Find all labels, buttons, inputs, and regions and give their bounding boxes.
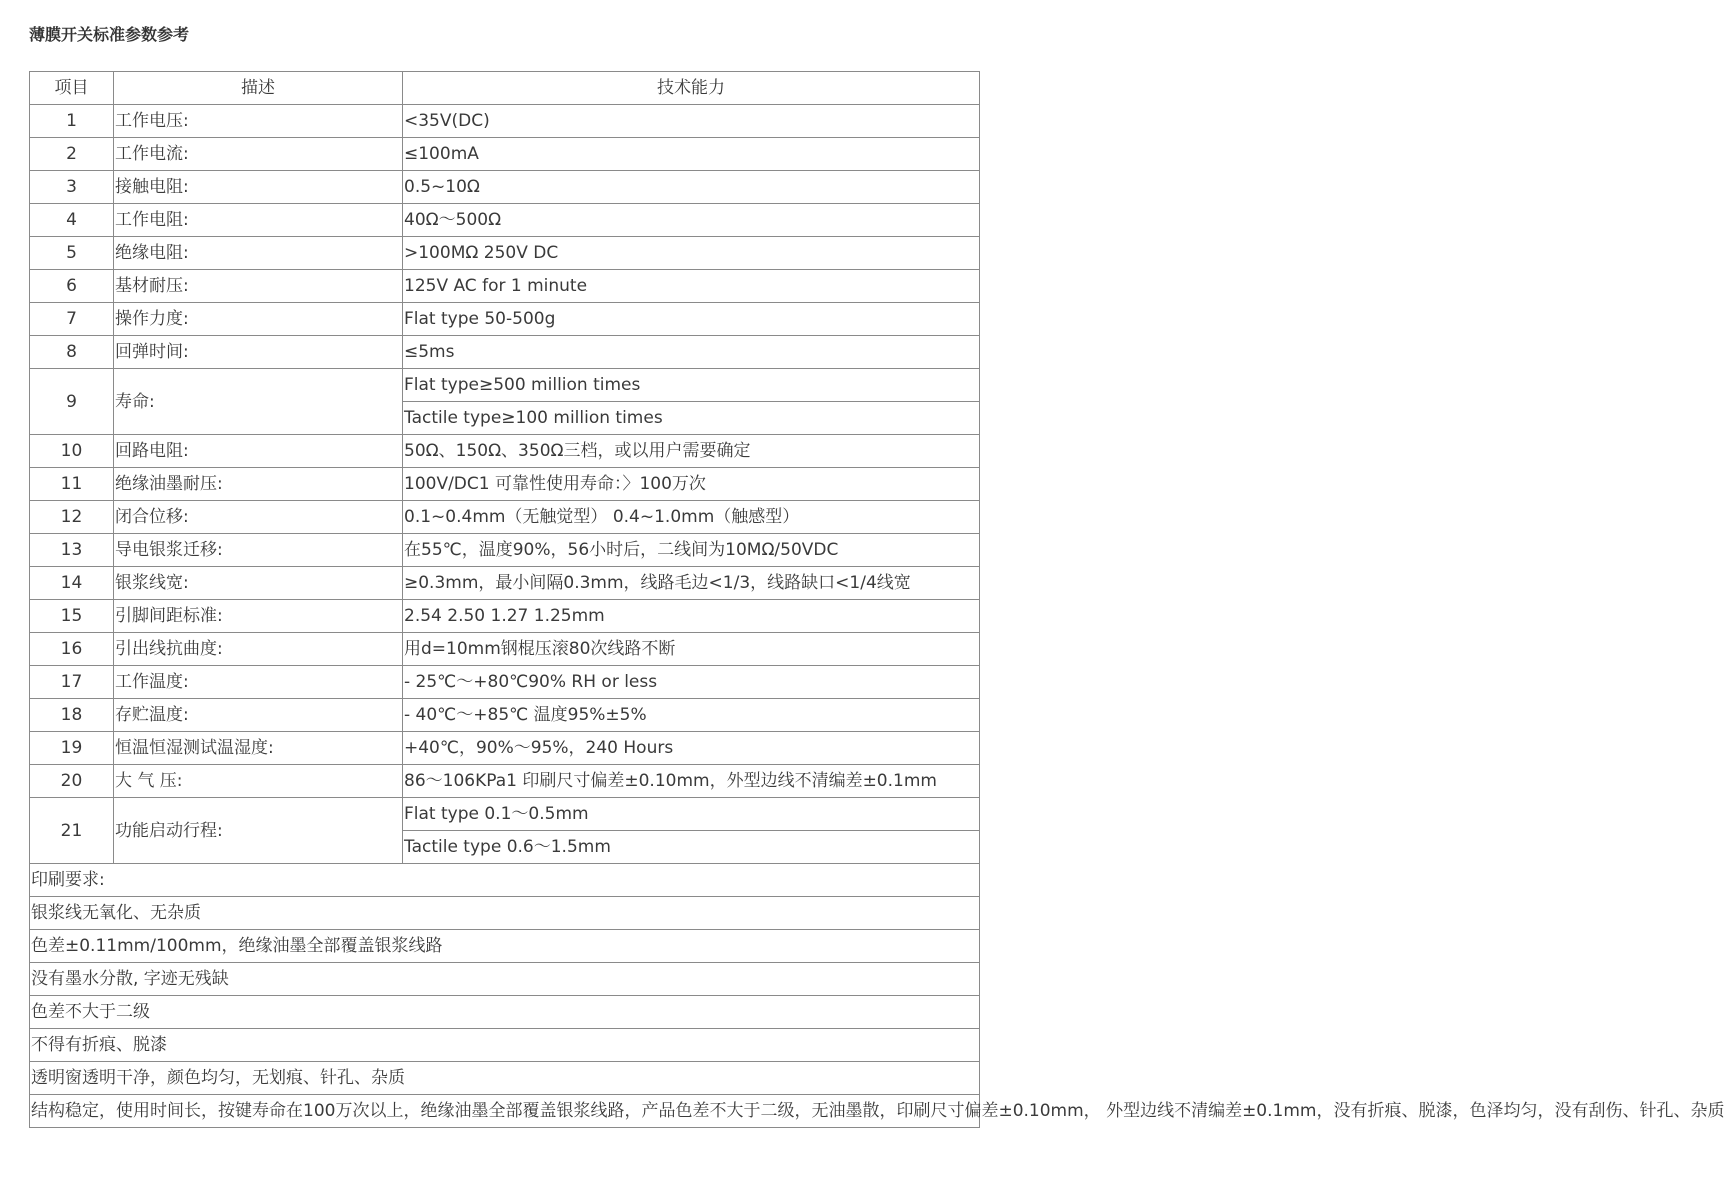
row-description: 绝缘油墨耐压: xyxy=(114,468,403,501)
row-number: 8 xyxy=(30,336,114,369)
row-number: 1 xyxy=(30,105,114,138)
row-description: 功能启动行程: xyxy=(114,798,403,864)
row-capability: 125V AC for 1 minute xyxy=(403,270,980,303)
row-number: 6 xyxy=(30,270,114,303)
spec-table-body xyxy=(30,105,1724,1128)
row-description: 操作力度: xyxy=(114,303,403,336)
note-text: 结构稳定，使用时间长，按键寿命在100万次以上，绝缘油墨全部覆盖银浆线路，产品色差不大于二级，无油墨散，印刷尺寸偏差±0.10mm， 外型边线不清编差±0.1mm，没有折痕、脱漆，色泽均匀，没有刮伤、针孔、杂质 xyxy=(30,1095,980,1128)
table-row xyxy=(30,270,980,303)
header-item: 项目 xyxy=(30,72,114,105)
row-description: 存贮温度: xyxy=(114,699,403,732)
row-number: 13 xyxy=(30,534,114,567)
row-number: 3 xyxy=(30,171,114,204)
row-description: 工作电流: xyxy=(114,138,403,171)
row-number: 15 xyxy=(30,600,114,633)
row-capability: 0.1~0.4mm（无触觉型） 0.4~1.0mm（触感型） xyxy=(403,501,980,534)
row-description: 闭合位移: xyxy=(114,501,403,534)
row-description: 导电银浆迁移: xyxy=(114,534,403,567)
row-capability: ≥0.3mm，最小间隔0.3mm，线路毛边<1/3，线路缺口<1/4线宽 xyxy=(403,567,980,600)
row-description: 绝缘电阻: xyxy=(114,237,403,270)
table-row xyxy=(30,303,980,336)
row-description: 回路电阻: xyxy=(114,435,403,468)
row-capability: >100MΩ 250V DC xyxy=(403,237,980,270)
row-description: 接触电阻: xyxy=(114,171,403,204)
table-row xyxy=(30,336,980,369)
row-description: 大 气 压: xyxy=(114,765,403,798)
row-number: 9 xyxy=(30,369,114,435)
row-description: 引出线抗曲度: xyxy=(114,633,403,666)
row-number: 12 xyxy=(30,501,114,534)
header-description: 描述 xyxy=(114,72,403,105)
row-number: 10 xyxy=(30,435,114,468)
table-row xyxy=(30,468,980,501)
row-description: 银浆线宽: xyxy=(114,567,403,600)
row-capability: 86～106KPa1 印刷尺寸偏差±0.10mm，外型边线不清编差±0.1mm xyxy=(403,765,980,798)
note-text: 印刷要求: xyxy=(30,864,980,897)
row-number: 20 xyxy=(30,765,114,798)
row-description: 工作电阻: xyxy=(114,204,403,237)
table-row xyxy=(30,237,980,270)
row-number: 18 xyxy=(30,699,114,732)
row-number: 11 xyxy=(30,468,114,501)
table-row xyxy=(30,501,980,534)
row-capability: 0.5~10Ω xyxy=(403,171,980,204)
note-row xyxy=(30,1095,980,1128)
row-capability: - 40℃～+85℃ 温度95%±5% xyxy=(403,699,980,732)
row-capability: Flat type 50-500g xyxy=(403,303,980,336)
row-number: 16 xyxy=(30,633,114,666)
row-capability: Tactile type 0.6～1.5mm xyxy=(403,831,980,864)
note-text: 银浆线无氧化、无杂质 xyxy=(30,897,980,930)
note-text: 色差不大于二级 xyxy=(30,996,980,1029)
table-row xyxy=(30,567,980,600)
row-capability: Flat type 0.1～0.5mm xyxy=(403,798,980,831)
table-row xyxy=(30,105,980,138)
table-row xyxy=(30,699,980,732)
row-number: 5 xyxy=(30,237,114,270)
row-capability: +40℃，90%～95%，240 Hours xyxy=(403,732,980,765)
note-text: 色差±0.11mm/100mm，绝缘油墨全部覆盖银浆线路 xyxy=(30,930,980,963)
note-text: 透明窗透明干净，颜色均匀，无划痕、针孔、杂质 xyxy=(30,1062,980,1095)
row-capability: Tactile type≥100 million times xyxy=(403,402,980,435)
row-description: 基材耐压: xyxy=(114,270,403,303)
row-description: 工作电压: xyxy=(114,105,403,138)
row-description: 工作温度: xyxy=(114,666,403,699)
row-description: 寿命: xyxy=(114,369,403,435)
row-capability: Flat type≥500 million times xyxy=(403,369,980,402)
row-number: 2 xyxy=(30,138,114,171)
table-row xyxy=(30,204,980,237)
note-text: 没有墨水分散, 字迹无残缺 xyxy=(30,963,980,996)
row-description: 回弹时间: xyxy=(114,336,403,369)
row-capability: ≤5ms xyxy=(403,336,980,369)
table-row xyxy=(30,435,980,468)
table-row xyxy=(30,765,980,798)
note-row xyxy=(30,963,980,996)
row-capability: 40Ω～500Ω xyxy=(403,204,980,237)
table-row xyxy=(30,633,980,666)
note-row xyxy=(30,1062,980,1095)
table-row xyxy=(30,171,980,204)
row-capability: 50Ω、150Ω、350Ω三档，或以用户需要确定 xyxy=(403,435,980,468)
table-row xyxy=(30,732,980,765)
table-row xyxy=(30,138,980,171)
table-header-row xyxy=(30,72,980,105)
row-capability: 用d=10mm钢棍压滚80次线路不断 xyxy=(403,633,980,666)
row-number: 14 xyxy=(30,567,114,600)
header-capability: 技术能力 xyxy=(403,72,980,105)
note-row xyxy=(30,864,980,897)
page-title: 薄膜开关标准参数参考 xyxy=(29,25,190,44)
spec-table xyxy=(29,71,1724,1128)
note-row xyxy=(30,897,980,930)
row-description: 恒温恒湿测试温湿度: xyxy=(114,732,403,765)
table-row xyxy=(30,534,980,567)
table-row xyxy=(30,600,980,633)
row-capability: <35V(DC) xyxy=(403,105,980,138)
row-capability: ≤100mA xyxy=(403,138,980,171)
table-row xyxy=(30,369,980,402)
row-number: 17 xyxy=(30,666,114,699)
table-row xyxy=(30,666,980,699)
row-number: 4 xyxy=(30,204,114,237)
note-text: 不得有折痕、脱漆 xyxy=(30,1029,980,1062)
row-capability: 100V/DC1 可靠性使用寿命：〉100万次 xyxy=(403,468,980,501)
row-capability: - 25℃～+80℃90% RH or less xyxy=(403,666,980,699)
row-number: 19 xyxy=(30,732,114,765)
row-number: 21 xyxy=(30,798,114,864)
row-capability: 2.54 2.50 1.27 1.25mm xyxy=(403,600,980,633)
row-capability: 在55℃，温度90%，56小时后，二线间为10MΩ/50VDC xyxy=(403,534,980,567)
note-row xyxy=(30,930,980,963)
table-row xyxy=(30,798,980,831)
note-row xyxy=(30,1029,980,1062)
row-number: 7 xyxy=(30,303,114,336)
row-description: 引脚间距标准: xyxy=(114,600,403,633)
note-row xyxy=(30,996,980,1029)
